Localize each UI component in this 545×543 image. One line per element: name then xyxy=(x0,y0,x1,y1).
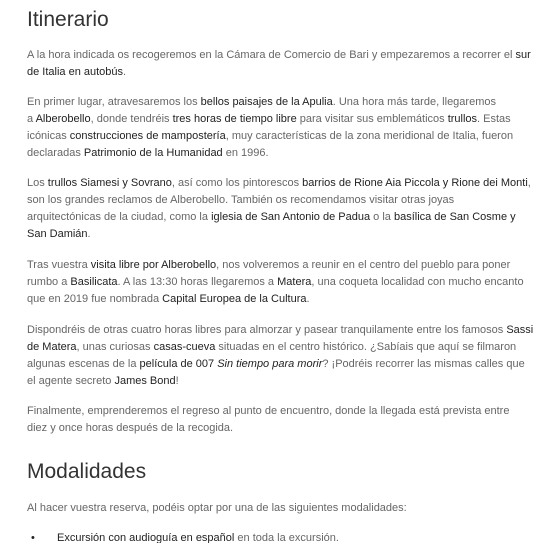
modes-heading: Modalidades xyxy=(27,460,147,483)
highlight-text: Basilicata xyxy=(70,276,118,288)
text: o la xyxy=(370,211,394,223)
highlight-text: Capital Europea de la Cultura xyxy=(162,293,307,305)
highlight-text: tres horas de tiempo libre xyxy=(172,113,297,125)
highlight-text: visita libre por Alberobello xyxy=(90,259,217,271)
text: . xyxy=(123,66,127,78)
highlight-text: James Bond xyxy=(114,375,176,387)
bullet-icon: • xyxy=(31,532,35,543)
text: icónicas xyxy=(27,130,70,142)
highlight-text: bellos paisajes de la Apulia xyxy=(200,96,333,108)
paragraph-line xyxy=(27,322,533,339)
text: para visitar sus emblemáticos xyxy=(296,113,448,125)
highlight-text: trullos Siamesi y Sovrano xyxy=(47,177,172,189)
highlight-text: trullos xyxy=(447,113,478,125)
text: , nos volveremos a reunir en el centro del pueblo para poner xyxy=(216,259,511,271)
paragraph-line xyxy=(27,339,516,356)
text: . Una hora más tarde, llegaremos xyxy=(332,96,496,108)
highlight-text: de Matera xyxy=(27,341,77,353)
list-item xyxy=(27,530,339,543)
paragraph-line xyxy=(27,226,91,243)
text: rumbo a xyxy=(27,276,71,288)
highlight-text: San Damián xyxy=(27,228,88,240)
highlight-text: sur xyxy=(515,49,531,61)
text: a xyxy=(27,113,36,125)
paragraph-line xyxy=(27,192,454,209)
paragraph-line xyxy=(27,373,179,390)
text: son los grandes reclamos de Alberobello. También os recomendamos visitar otras joyas xyxy=(27,194,455,206)
paragraph-line xyxy=(27,356,525,373)
highlight-text: de Italia en autobús xyxy=(27,66,124,78)
text: ? ¡Podréis recorrer las mismas calles que xyxy=(322,358,525,370)
text: el agente secreto xyxy=(27,375,115,387)
highlight-text: casas-cueva xyxy=(153,341,216,353)
text: en 1996. xyxy=(222,147,269,159)
text: , donde tendréis xyxy=(90,113,173,125)
highlight-text: basílica de San Cosme y xyxy=(393,211,516,223)
paragraph-line: Finalmente, emprenderemos el regreso al punto de encuentro, donde la llegada está prevista entre xyxy=(27,405,510,417)
text: , una coqueta localidad con mucho encanto xyxy=(311,276,524,288)
paragraph-line xyxy=(27,175,531,192)
text: A la hora indicada os recogeremos en la Cámara de Comercio de Bari y empezaremos a recorrer el xyxy=(27,49,516,61)
modes-list xyxy=(27,530,339,543)
highlight-text: película de 007 xyxy=(139,358,218,370)
paragraph-line xyxy=(27,209,516,226)
paragraph-line xyxy=(27,257,510,274)
text: . Estas xyxy=(477,113,511,125)
paragraph-line xyxy=(27,291,310,308)
text: En primer lugar, atravesaremos los xyxy=(27,96,201,108)
modes-intro: Al hacer vuestra reserva, podéis optar por una de las siguientes modalidades: xyxy=(27,502,407,514)
italic-text: Sin tiempo para morir xyxy=(217,358,323,370)
paragraph-line xyxy=(27,94,496,111)
paragraph-line: diez y once horas después de la recogida. xyxy=(27,422,234,434)
text: Tras vuestra xyxy=(27,259,91,271)
paragraph-line xyxy=(27,145,269,162)
text: declaradas xyxy=(27,147,84,159)
text: , unas curiosas xyxy=(76,341,154,353)
highlight-text: Matera xyxy=(277,276,312,288)
highlight-text: barrios de Rione Aia Piccola y Rione dei Monti xyxy=(302,177,528,189)
text: situadas en el centro histórico. ¿Sabíais que aquí se filmaron xyxy=(215,341,517,353)
text: . A las 13:30 horas llegaremos a xyxy=(117,276,278,288)
text: . xyxy=(87,228,91,240)
text: que en 2019 fue nombrada xyxy=(27,293,163,305)
highlight-text: Patrimonio de la Humanidad xyxy=(83,147,223,159)
highlight-text: construcciones de mampostería xyxy=(69,130,226,142)
paragraph-line xyxy=(27,47,531,64)
paragraph-line xyxy=(27,111,511,128)
text: Los xyxy=(27,177,48,189)
highlight-text: Sassi xyxy=(506,324,534,336)
paragraph-line xyxy=(27,274,524,291)
paragraph-line xyxy=(27,128,513,145)
text: , muy características de la zona meridional de Italia, fueron xyxy=(225,130,514,142)
text: algunas escenas de la xyxy=(27,358,140,370)
highlight-text: Excursión con audioguía en español xyxy=(57,532,235,543)
paragraph-line xyxy=(27,64,126,81)
text: arquitectónicas de la ciudad, como la xyxy=(27,211,212,223)
itinerary-heading: Itinerario xyxy=(27,8,109,31)
text: , xyxy=(527,177,531,189)
text: Dispondréis de otras cuatro horas libres para almorzar y pasear tranquilamente entre los famosos xyxy=(27,324,507,336)
text: ! xyxy=(175,375,179,387)
highlight-text: Alberobello xyxy=(35,113,91,125)
text: , así como los pintorescos xyxy=(171,177,303,189)
text: . xyxy=(306,293,310,305)
text: en toda la excursión. xyxy=(234,532,339,543)
highlight-text: iglesia de San Antonio de Padua xyxy=(211,211,371,223)
